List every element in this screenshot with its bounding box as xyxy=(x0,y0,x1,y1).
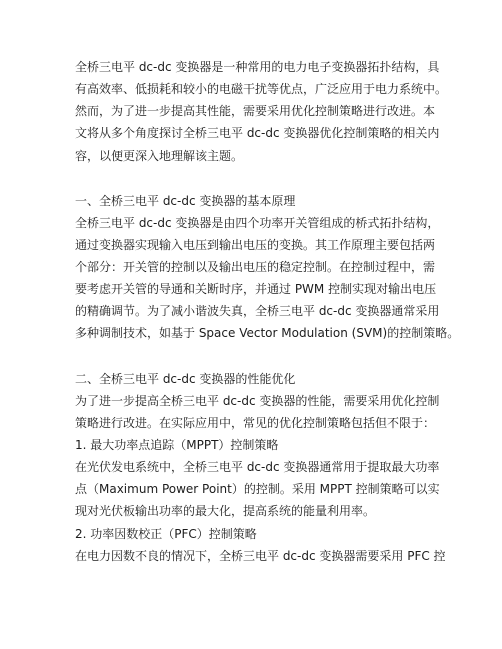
mppt-line-3: 现对光伏板输出功率的最大化，提高系统的能量利用率。 xyxy=(75,504,376,518)
intro-line-2: 有高效率、低损耗和较小的电磁干扰等优点，广泛应用于电力系统中。 xyxy=(75,82,448,96)
section-heading-2: 二、全桥三电平 dc-dc 变换器的性能优化 xyxy=(75,372,296,386)
section1-line-5: 的精确调节。为了减小谐波失真，全桥三电平 dc-dc 变换器通常采用 xyxy=(75,304,440,318)
intro-line-4: 文将从多个角度探讨全桥三电平 dc-dc 变换器优化控制策略的相关内 xyxy=(75,126,440,140)
intro-line-5: 容，以便更深入地理解该主题。 xyxy=(75,149,244,163)
subheading-pfc: 2. 功率因数校正（PFC）控制策略 xyxy=(75,527,257,541)
pfc-line-1: 在电力因数不良的情况下，全桥三电平 dc-dc 变换器需要采用 PFC 控 xyxy=(75,549,446,563)
section1-line-2: 通过变换器实现输入电压到输出电压的变换。其工作原理主要包括两 xyxy=(75,238,436,252)
section2-line-2: 策略进行改进。在实际应用中，常见的优化控制策略包括但不限于： xyxy=(75,416,436,430)
section1-line-3: 个部分：开关管的控制以及输出电压的稳定控制。在控制过程中，需 xyxy=(75,260,436,274)
subheading-mppt: 1. 最大功率点追踪（MPPT）控制策略 xyxy=(75,438,279,452)
section1-line-1: 全桥三电平 dc-dc 变换器是由四个功率开关管组成的桥式拓扑结构， xyxy=(75,216,440,230)
intro-line-3: 然而，为了进一步提高其性能，需要采用优化控制策略进行改进。本 xyxy=(75,104,436,118)
intro-line-1: 全桥三电平 dc-dc 变换器是一种常用的电力电子变换器拓扑结构，具 xyxy=(75,60,440,74)
section2-line-1: 为了进一步提高全桥三电平 dc-dc 变换器的性能，需要采用优化控制 xyxy=(75,394,440,408)
section1-line-6: 多种调制技术，如基于 Space Vector Modulation (SVM)的控制策略。 xyxy=(75,326,460,340)
mppt-line-2: 点（Maximum Power Point）的控制。采用 MPPT 控制策略可以实 xyxy=(75,482,440,496)
section1-line-4: 要考虑开关管的导通和关断时序，并通过 PWM 控制实现对输出电压 xyxy=(75,282,437,296)
section-heading-1: 一、全桥三电平 dc-dc 变换器的基本原理 xyxy=(75,194,296,208)
mppt-line-1: 在光伏发电系统中，全桥三电平 dc-dc 变换器通常用于提取最大功率 xyxy=(75,460,440,474)
